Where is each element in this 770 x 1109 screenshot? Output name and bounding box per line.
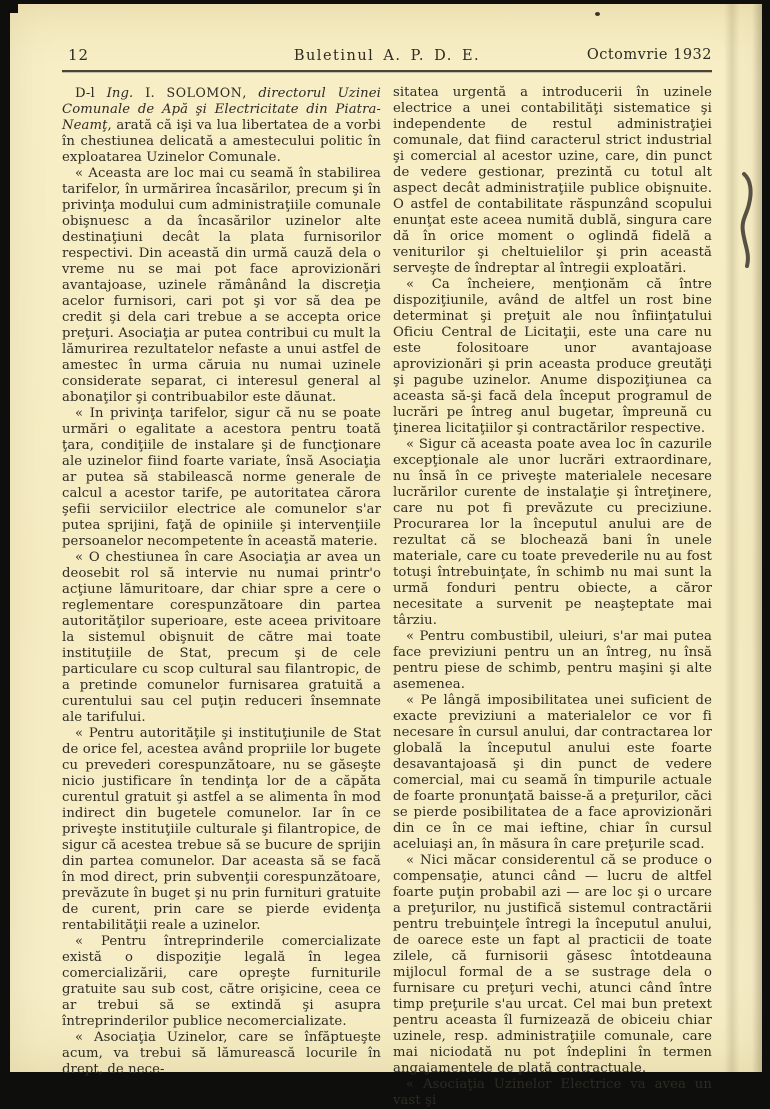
paragraph-opening xyxy=(62,85,381,166)
page-edge-shadow xyxy=(752,4,762,1072)
scan-corner-mark xyxy=(0,0,18,13)
page-number: 12 xyxy=(68,46,90,64)
opening-initial: I. xyxy=(133,86,167,101)
page-crease xyxy=(724,4,740,1072)
paragraph: « In privinţa tarifelor, sigur că nu se poate urmări o egalitate a acestora pentru toată ţara, condiţiile de instalare şi de funcţionare ale uzinelor fiind foarte variate, însă Asociaţia ar putea să stabilească norme generale de calcul a acestor tarife, pe autoritatea cărora şefii serviciilor electrice ale comunelor s'ar putea sprijini, faţă de opiniile şi intervenţiile persoanelor necompetente în această materie. xyxy=(62,406,381,549)
paragraph: « Pentru combustibil, uleiuri, s'ar mai putea face previziuni pentru un an întreg, nu însă pentru piese de schimb, pentru maşini şi alte asemenea. xyxy=(393,629,712,692)
right-column xyxy=(393,85,712,1109)
ink-speck xyxy=(595,12,600,16)
paragraph: « Pentru autorităţile şi instituţiunile de Stat de orice fel, acestea având propriile lor bugete cu prevederi corespunzătoare, nu se găseşte nicio justificare în tendinţa lor de a căpăta curentul gratuit şi astfel a se alimenta în mod indirect din bugetele comunelor. Iar în ce priveşte instituţiile culturale şi filantropice, de sigur că acestea trebue să se bucure de sprijin din partea comunelor. Dar aceasta să se facă în mod direct, prin subvenţii corespunzătoare, prevăzute în buget şi nu prin furnituri gratuite de curent, prin care se pierde evidenţa rentabilităţii reale a uzinelor. xyxy=(62,726,381,933)
paragraph: « Pe lângă imposibilitatea unei suficient de exacte previziuni a materialelor ce vor fi necesare în cursul anului, dar contractarea lor globală la începutul anului este foarte desavantajoasă şi din punct de vedere comercial, mai cu seamă în timpurile actuale de foarte pronunţată baisse-ă a preţurilor, căci se pierde posibilitatea de a face aprovizionări din ce în ce mai ieftine, chiar în cursul aceluiaşi an, în măsura în care preţurile scad. xyxy=(393,693,712,852)
paragraph-continuation: sitatea urgentă a introducerii în uzinele electrice a unei contabilităţi sistematice şi independente de restul administraţiei comunale, dat fiind caracterul strict industrial şi comercial al acestor uzine, care, din punct de vedere gestionar, prezintă cu totul alt aspect decât administraţiile publice obişnuite. O astfel de contabilitate răspunzând scopului enunţat este aceea numită dublă, singura care dă în orice moment o oglindă fidelă a veniturilor şi cheltuielilor şi prin această serveşte de îndreptar al întregii exploatări. xyxy=(393,85,712,276)
page xyxy=(10,4,762,1108)
speaker-name: SOLOMON xyxy=(166,85,243,100)
article-body xyxy=(62,85,712,1109)
page-header xyxy=(62,44,712,66)
opening-rest: , arată că işi va lua libertatea de a vorbi în chestiunea delicată a amestecului politic în exploatarea Uzinelor Comunale. xyxy=(62,118,381,165)
paragraph: « Asociaţia Uzinelor, care se înfăptueşte acum, va trebui să lămurească locurile în drept, de nece- xyxy=(62,1030,381,1077)
paragraph: « Sigur că aceasta poate avea loc în cazurile excepţionale ale unor lucrări extraordinare, nu însă în ce priveşte materialele necesare lucrărilor curente de instalaţie şi întreţinere, care nu pot fi prevăzute cu preciziune. Procurarea lor la începutul anului are de rezultat că se blochează bani în unele materiale, care cu toate prevederile nu au fost totuşi întrebuinţate, în schimb nu mai sunt la urmă fonduri pentru obiecte, a căror necesitate a survenit pe neaşteptate mai târziu. xyxy=(393,437,712,628)
opening-lead: D-l xyxy=(75,86,107,101)
paragraph: « Nici măcar considerentul că se produce o compensaţie, atunci când — lucru de altfel foarte puţin probabil azi — are loc şi o urcare a preţurilor, nu justifică sistemul contractării pentru trebuinţele întregi la începutul anului, de oarece este un fapt al practicii de toate zilele, că furnisorii găsesc întotdeauna mijlocul formal de a se sustrage dela o furnisare cu preţuri vechi, atunci când între timp preţurile s'au urcat. Cel mai bun pretext pentru aceasta îl furnizează de obiceiu chiar uzinele, resp. administraţiile comunale, care mai niciodată nu pot îndeplini în termen angajamentele de plată contractuale. xyxy=(393,853,712,1076)
paragraph: « Ca încheiere, menţionăm că între dispoziţiunile, având de altfel un rost bine determinat şi preţuit ale nou înfiinţatului Oficiu Central de Licitaţii, este una care nu este folositoare unor avantajoase aprovizionări şi prin aceasta produce greutăţi şi pagube uzinelor. Anume dispoziţiunea ca aceasta să-şi facă dela început programul de lucrări pe întreg anul bugetar, împreună cu ţinerea licitaţiilor şi contractărilor respective. xyxy=(393,277,712,436)
opening-comma: , xyxy=(242,86,259,101)
left-column xyxy=(62,85,381,1109)
opening-ing: Ing. xyxy=(106,86,134,101)
issue-date: Octomvrie 1932 xyxy=(586,47,712,63)
journal-title: Buletinul A. P. D. E. xyxy=(293,48,481,64)
paragraph: « O chestiunea în care Asociaţia ar avea un deosebit rol să intervie nu numai printr'o acţiune lămuritoare, dar chiar spre a cere o reglementare corespunzătoare din partea autorităţilor superioare, este aceea privitoare la sistemul obişnuit de către mai toate instituţiile de Stat, precum şi de cele particulare cu scop cultural sau filantropic, de a pretinde comunelor furnisarea gratuită a curentului sau cel puţin reduceri însemnate ale tarifului. xyxy=(62,550,381,725)
binding-mark-icon xyxy=(737,170,755,270)
header-rule xyxy=(62,70,712,72)
speaker-title: directorul Uzinei Comunale de Apă şi Electricitate din Piatra-Neamţ xyxy=(62,86,381,133)
paragraph: « Asociaţia Uzinelor Electrice va avea un vast şi xyxy=(393,1077,712,1108)
paragraph: « Pentru întreprinderile comercializate există o dispoziţie legală în legea comercializării, care opreşte furniturile gratuite sau sub cost, către orişicine, ceea ce ar trebui să se extindă şi asupra întreprinderilor publice necomercializate. xyxy=(62,934,381,1029)
paragraph: « Aceasta are loc mai cu seamă în stabilirea tarifelor, în urmărirea încasărilor, precum şi în privinţa modului cum administraţiile comunale obişnuesc a da încasărilor uzinelor alte destinaţiuni decât la plata furnisorilor respectivi. Din această din urmă cauză dela o vreme nu se mai pot face aprovizionări avantajoase, uzinele rămânând la discreţia acelor furnisori, cari pot şi vor să dea pe credit şi dela cari trebue a se accepta orice preţuri. Asociaţia ar putea contribui cu mult la lămurirea rezultatelor nefaste a unui astfel de amestec în urma căruia nu numai uzinele considerate separat, ci interesul general al abonaţilor şi contribuabilor este dăunat. xyxy=(62,166,381,405)
